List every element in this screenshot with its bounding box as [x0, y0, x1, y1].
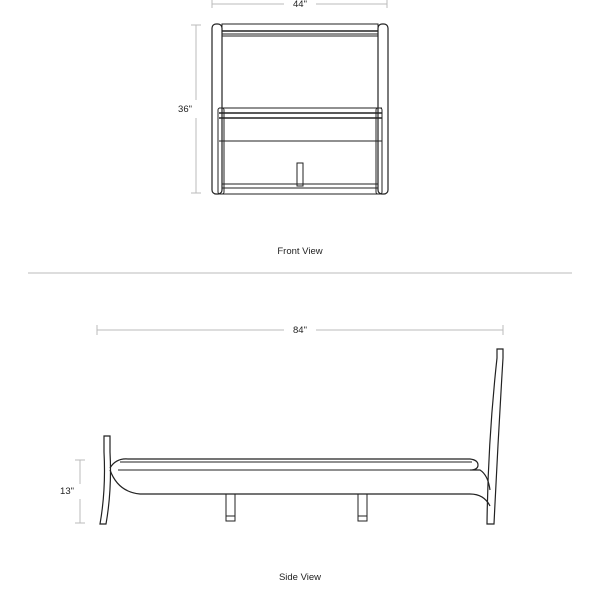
side-headboard-post [487, 349, 503, 524]
front-right-footpost [376, 108, 382, 194]
front-center-leg [297, 163, 303, 186]
side-center-leg-1 [226, 494, 235, 521]
side-frame [110, 459, 490, 506]
front-headboard-top [222, 24, 378, 34]
side-height-label: 13" [60, 486, 74, 497]
side-view [75, 325, 503, 524]
front-height-label: 36" [178, 104, 192, 115]
side-height-dimension [75, 460, 85, 523]
side-length-label: 84" [293, 325, 307, 336]
front-width-label: 44" [293, 0, 307, 10]
front-right-post [378, 24, 388, 194]
front-view [191, 0, 388, 194]
side-footboard-post [100, 436, 111, 524]
front-view-caption: Front View [277, 246, 323, 257]
side-view-caption: Side View [278, 572, 322, 583]
side-center-leg-2 [358, 494, 367, 521]
front-left-post [212, 24, 222, 194]
front-left-footpost [218, 108, 224, 194]
front-height-dimension [191, 25, 201, 193]
